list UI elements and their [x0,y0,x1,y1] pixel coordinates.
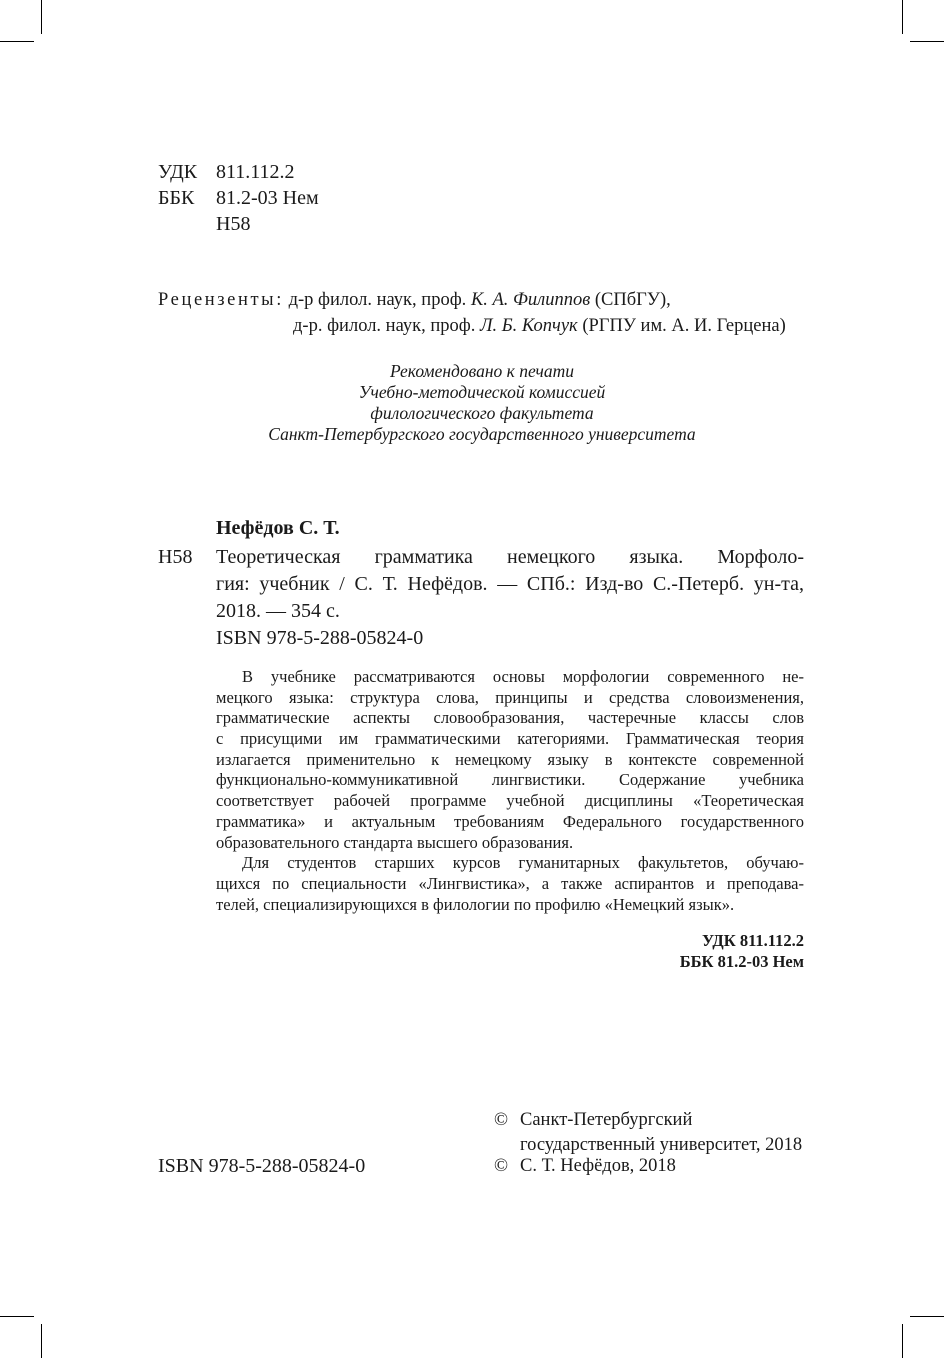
reviewer-1-affiliation: (СПбГУ), [594,290,671,310]
recommendation-line: Учебно-методической комиссией [358,382,606,402]
recommendation-line: филологического факультета [370,403,594,423]
copyright-university [520,1108,802,1158]
catalog-author: Нефёдов С. Т. [216,517,340,539]
abstract-line: телей, специализирующихся в филологии по профилю «Немецкий язык». [216,894,735,914]
abstract-line: Для студентов старших курсов гуманитарных факультетов, обучаю- [242,853,804,873]
reviewer-1-prefix: д-р филол. наук, проф. [288,290,467,310]
crop-mark [41,0,42,34]
copyright-author: С. Т. Нефёдов, 2018 [520,1156,676,1176]
bbk-value: 81.2-03 Нем [216,187,319,209]
catalog-title-line: гия: учебник / С. Т. Нефёдов. — СПб.: Изд-во С.-Петерб. ун-та, [216,573,804,595]
abstract [216,667,804,915]
crop-mark [910,1316,944,1317]
udk-bottom: УДК 811.112.2 [701,931,804,950]
recommendation-block [160,361,804,445]
abstract-line: грамматические аспекты словообразования, частеречные классы слов [216,708,804,728]
udk-value: 811.112.2 [216,161,295,183]
recommendation-line: Рекомендовано к печати [389,361,574,381]
abstract-line: с присущими им грамматическими категориями. Грамматическая теория [216,729,804,749]
udk-label: УДК [158,161,198,183]
catalog-mark: Н58 [158,546,193,568]
crop-mark [0,1316,34,1317]
footer-isbn: ISBN 978-5-288-05824-0 [158,1155,366,1177]
classification-bottom [680,930,804,972]
classification-block [158,158,458,242]
copyright-symbol: © [494,1110,509,1130]
reviewer-2-name: Л. Б. Копчук [479,316,578,336]
abstract-line: щихся по специальности «Лингвистика», а также аспирантов и преподава- [216,873,804,893]
catalog-isbn: ISBN 978-5-288-05824-0 [216,627,424,649]
bbk-bottom: ББК 81.2-03 Нем [679,952,804,971]
abstract-line: В учебнике рассматриваются основы морфологии современного не- [242,667,804,686]
abstract-line: соответствует рабочей программе учебной дисциплины «Теоретическая [216,791,804,811]
abstract-line: мецкого языка: структура слова, принципы и средства словоизменения, [216,687,804,707]
author-mark: Н58 [216,213,251,235]
crop-mark [41,1324,42,1358]
reviewers-label: Рецензенты: [158,290,284,310]
recommendation-line: Санкт-Петербургского государственного университета [268,424,696,444]
abstract-line: функционально-коммуникативной лингвистики. Содержание учебника [216,770,804,790]
copyright-symbol: © [494,1156,509,1176]
reviewer-2-prefix: д-р. филол. наук, проф. [293,316,476,336]
reviewer-2-affiliation: (РГПУ им. А. И. Герцена) [582,316,786,336]
reviewer-1-name: К. А. Филиппов [470,290,591,310]
crop-mark [910,41,944,42]
abstract-line: излагается применительно к немецкому языку в контексте современной [216,749,804,769]
bbk-label: ББК [158,187,195,209]
crop-mark [902,0,903,34]
copyright-university-line: Санкт-Петербургский [520,1110,693,1130]
catalog-title [216,544,804,652]
catalog-title-line: Теоретическая грамматика немецкого языка. Морфоло- [216,546,804,568]
abstract-line: образовательного стандарта высшего образования. [216,832,574,852]
catalog-title-line: 2018. — 354 с. [216,600,340,622]
copyright-university-line: государственный университет, 2018 [520,1135,803,1155]
reviewers-line-1 [158,287,671,313]
crop-mark [0,41,34,42]
reviewers-line-2 [293,313,786,339]
crop-mark [902,1324,903,1358]
abstract-line: грамматика» и актуальным требованиям Федерального государственного [216,811,804,831]
